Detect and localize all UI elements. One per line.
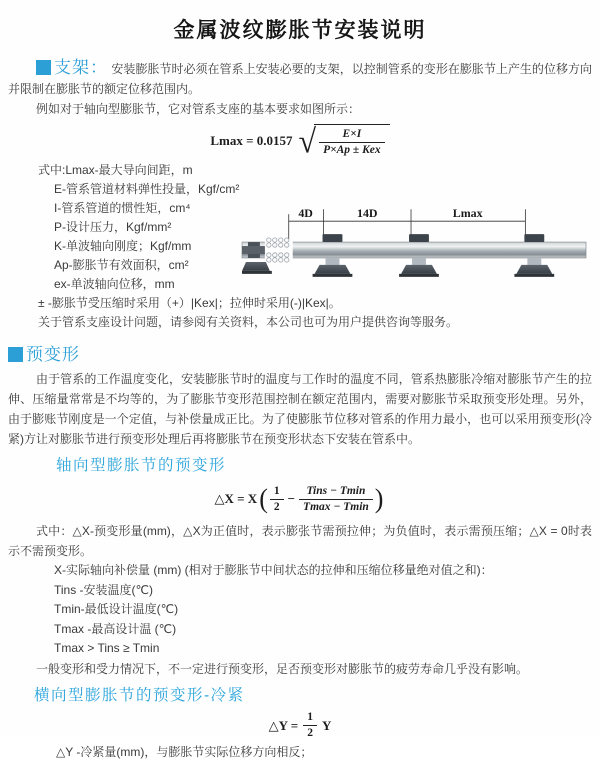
pipe xyxy=(242,242,586,258)
definition-line: K-单波轴向刚度；Kgf/mm xyxy=(54,237,592,256)
temperature-def-line: Tmin-最低设计温度(℃) xyxy=(54,600,592,620)
section-header-predeform xyxy=(8,340,592,365)
axial-note-paragraph: 式中：△X-预变形量(mm)，△X为正值时，表示膨张节需预拉伸；为负值时，表示需预压缩；△X = 0时表示不需预变形。 xyxy=(8,521,592,561)
dimension-label-14d: 14D xyxy=(357,206,378,220)
open-paren: ( xyxy=(259,485,268,512)
fraction-half xyxy=(270,484,284,515)
formula-lmax-lhs: Lmax = 0.0157 xyxy=(210,133,292,149)
section-marker-icon xyxy=(8,347,23,362)
fraction xyxy=(319,127,385,158)
y-definition-line: △Y -冷紧量(mm)，与膨胀节实际位移方向相反； xyxy=(56,743,592,762)
x-definition-line: X-实际轴向补偿量 (mm) (相对于膨胀节中间状态的拉伸和压缩位移量绝对值之和)： xyxy=(54,561,592,581)
formula-lmax-radicand xyxy=(314,124,390,158)
axial-remark-line: 一般变形和受力情况下，不一定进行预变形，足否预变形对膨胀节的疲劳寿命几乎没有影响。 xyxy=(8,659,592,679)
definitions-block xyxy=(8,161,592,294)
fraction-numerator: E×I xyxy=(319,127,385,143)
consult-note-line: 关于管系支座设计问题，请参阅有关资料，本公司也可为用户提供咨询等服务。 xyxy=(38,313,592,332)
definition-line: E-管系管道材料弹性投量，Kgf/cm² xyxy=(54,180,592,199)
support-paragraph-text: 安装膨胀节时必须在管系上安装必要的支架，以控制管系的变形在膨胀节上产生的位移方向并限制在膨胀节的额定位移范围内。 xyxy=(8,62,592,96)
formula-axial-lhs: △X = X xyxy=(215,491,258,507)
pipe-support-diagram xyxy=(242,205,590,300)
fraction-numerator: 1 xyxy=(270,484,284,500)
fraction-numerator: 1 xyxy=(303,710,317,726)
fraction-denominator: Tmax − Tmin xyxy=(299,500,373,515)
close-paren: ) xyxy=(375,485,384,512)
formula-lateral xyxy=(8,711,592,741)
lateral-sub-heading: 横向型膨胀节的预变形-冷紧 xyxy=(34,683,592,705)
fraction-denominator: 2 xyxy=(303,726,317,741)
page-title: 金属波纹膨胀节安装说明 xyxy=(8,14,592,44)
formula-axial xyxy=(8,481,592,517)
definition-line: Ap-膨胀节有效面积，cm² xyxy=(54,256,592,275)
sign-note-line: ± -膨胀节受压缩时采用（+）|Kex|；拉伸时采用(-)|Kex|。 xyxy=(38,294,592,313)
definition-line: 式中:Lmax-最大导向间距，m xyxy=(38,161,592,180)
bellows xyxy=(265,238,293,262)
fraction-denominator: 2 xyxy=(270,500,284,515)
dimension-label-4d: 4D xyxy=(298,206,313,220)
formula-lateral-rhs: Y xyxy=(322,718,331,734)
temperature-def-line: Tmax -最高设计温 (℃) xyxy=(54,620,592,640)
definition-line: P-设计压力，Kgf/mm² xyxy=(54,218,592,237)
fraction-numerator: Tins − Tmin xyxy=(299,484,373,500)
support-heading-label: 支架： xyxy=(54,58,108,77)
support-section-heading xyxy=(36,62,108,76)
definition-line: ex-单波轴向位移，mm xyxy=(54,275,592,294)
formula-lmax xyxy=(8,123,592,159)
fraction-half xyxy=(303,710,317,741)
support-paragraph xyxy=(8,58,592,99)
axial-sub-heading: 轴向型膨胀节的预变形 xyxy=(56,453,592,475)
section-marker-icon xyxy=(36,60,51,75)
dimension-label-lmax: Lmax xyxy=(453,206,483,220)
predeform-paragraph: 由于管系的工作温度变化，安装膨胀节时的温度与工作时的温度不同，管系热膨胀冷缩对膨胀节产生的拉伸、压缩量常常是不均等的，为了膨胀节变形范围控制在额定范围内，需要对膨胀节采取预变形处理。另外，由于膨账节刚度是一个定值，与补偿量成正比。为了使膨胀节位移对管系的作用力最小，也可以采用预变形(冷紧)方让对膨胀节进行预变形处理后再将膨胀节在预变形状态下安装在管系中。 xyxy=(8,369,592,449)
predeform-heading-label: 预变形 xyxy=(26,345,80,364)
temperature-def-line: Tins -安装温度(℃) xyxy=(54,581,592,601)
definition-line: I-管系管道的惯性矩，cm⁴ xyxy=(54,199,592,218)
formula-lateral-lhs: △Y = xyxy=(269,718,299,734)
radical-sign-icon: √ xyxy=(299,126,317,156)
fraction-denominator: P×Ap ± Kex xyxy=(319,143,385,158)
support-example-line: 例如对于轴向型膨胀节，它对管系支座的基本要求如图所示： xyxy=(8,99,592,119)
temperature-def-line: Tmax > Tins ≥ Tmin xyxy=(54,639,592,659)
fraction-temperature xyxy=(299,484,373,515)
minus-operator: − xyxy=(288,491,295,507)
